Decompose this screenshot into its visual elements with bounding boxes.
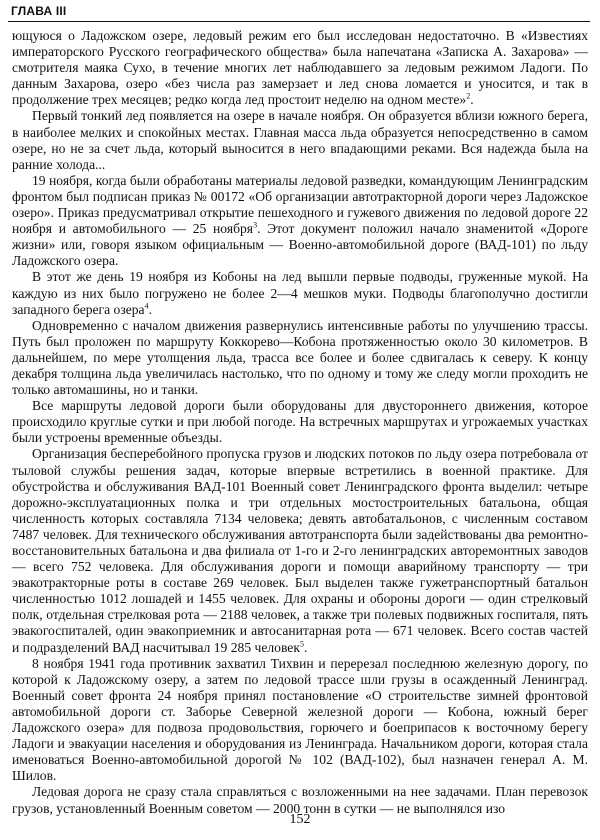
page-number: 152	[289, 812, 311, 827]
text-segment: Первый тонкий лед появляется на озере в начале ноября. Он образуется вблизи южного берега, в наиболее мелких и спокойных местах. Главная масса льда образуется непосредственно в самом озере, но не за счет льда, который выносится в него впадающими реками. Вся надежда была на ранние холода...	[12, 108, 588, 172]
paragraph	[12, 446, 588, 655]
paragraph	[12, 656, 588, 785]
text-segment: .	[470, 92, 474, 108]
footnote-ref: 2	[466, 91, 471, 101]
text-segment: Все маршруты ледовой дороги были оборудованы для двустороннего движения, которое происходило круглые сутки и при любой погоде. На встречных маршрутах и угрожаемых участках были устроены временные объезды.	[12, 398, 588, 446]
body-text	[12, 28, 588, 817]
text-segment: .	[303, 639, 308, 655]
footnote-ref: 5	[299, 639, 304, 649]
text-segment: Организация бесперебойного пропуска грузов и людских потоков по льду озера потребовала от тыловой службы решения задач, которые впервые встретились в военной практике. Для обустройства и обслуживания ВАД-101 Военный совет Ленинградского фронта выделил: четыре дорожно-эксплуатационных полка и три отдельных мостостроительных батальона, общая численность которых составляла 7134 человека; девять автобатальонов, с численным составом 7487 человек. Для технического обслуживания автотранспорта были задействованы два ремонтно-восстановительных батальона и два филиала от 1-го и 2-го ленинградских авторемонтных заводов — всего 752 человека. Для обслуживания дороги и помощи аварийному транспорту — три эвакотракторные роты в составе 269 человек. Был выделен также гужетранспортный батальон численностью 1012 лошадей и 1455 человек. Для охраны и обороны дороги — один стрелковый полк, отдельная стрелковая рота — 2188 человек, а также три полевых подвижных госпиталя, пять эвакогоспиталей, один эвакоприемник и автосанитарная рота — 671 человек. Всего состав частей и подразделений ВАД насчитывал 19 285 человек	[12, 446, 588, 655]
text-segment: Ледовая дорога не сразу стала справляться с возложенными на нее задачами. План перевозок грузов, установленный Военным советом — 2000 тонн в сутки — не выполнялся изо	[12, 784, 588, 816]
text-segment: 19 ноября, когда были обработаны материалы ледовой разведки, командующим Ленинградским фронтом был подписан приказ № 00172 «Об организации автотракторной дороги через Ладожское озеро». Приказ предусматривал открытие пешеходного и гужевого движения по ледовой дороге 22 ноября и автомобильного — 25 ноября	[12, 172, 588, 237]
text-segment: 8 ноября 1941 года противник захватил Тихвин и перерезал последнюю железную дорогу, по которой к Ладожскому озеру, а затем по ледовой трассе шли грузы в осажденный Ленинград. Военный совет фронта 24 ноября принял постановление «О строительстве зимней фронтовой автомобильной дороги ст. Заборье Северной железной дороги — Кобона, южный берег Ладожского озера» для подвоза продовольствия, горючего и боеприпасов к восточному берегу Ладоги и эвакуации населения и оборудования из Ленинграда. Начальником дороги, которая стала именоваться Военно-автомобильной дорогой № 102 (ВАД-102), был назначен генерал А. М. Шилов.	[12, 655, 588, 784]
paragraph	[12, 398, 588, 446]
paragraph	[12, 318, 588, 398]
text-segment: Одновременно с началом движения развернулись интенсивные работы по улучшению трассы. Путь был проложен по маршруту Коккорево—Кобона протяженностью около 30 километров. В дальнейшем, по мере утолщения льда, трасса все более и более сдвигалась к северу. К концу декабря толщина льда увеличилась настолько, что по одному и тому же следу могли проходить не только автомашины, но и танки.	[12, 317, 588, 398]
footnote-ref: 3	[253, 220, 258, 230]
paragraph	[12, 269, 588, 317]
text-segment: .	[148, 301, 152, 317]
text-segment: . Этот документ положил начало знаменитой «Дороге жизни» или, говоря языком официальным — Военно-автомобильной дороге (ВАД-101) по льду Ладожского озера.	[12, 221, 589, 269]
paragraph	[12, 173, 588, 270]
header-rule	[8, 21, 590, 22]
text-segment: ющуюся о Ладожском озере, ледовый режим его был исследован недостаточно. В «Известиях императорского Русского географического общества» была напечатана «Записка А. Захарова» — смотрителя маяка Сухо, в течение многих лет наблюдавшего за ледовым режимом Ладоги. По данным Захарова, озеро «без числа раз замерзает и лед снова ломается и уносится, и так в продолжение трех месяцев; редко когда лед простоит неделю на одном месте»	[12, 28, 588, 108]
text-segment: В этот же день 19 ноября из Кобоны на лед вышли первые подводы, груженные мукой. На каждую из них было погружено не более 2—4 мешков муки. Подводы благополучно достигли западного берега озера	[12, 269, 588, 317]
paragraph	[12, 28, 588, 108]
paragraph	[12, 108, 588, 172]
footnote-ref: 4	[144, 301, 149, 311]
chapter-header: ГЛАВА III	[11, 4, 67, 18]
